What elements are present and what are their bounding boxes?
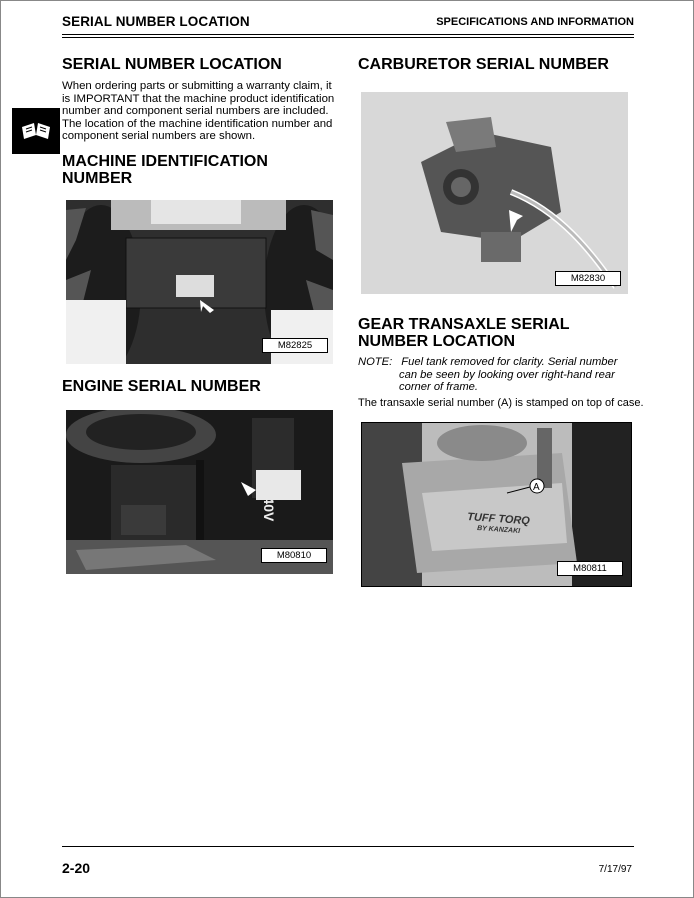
page-number: 2-20 [62,860,91,876]
figure-label-m80810: M80810 [261,548,327,563]
callout-a: A [533,482,540,493]
heading-carburetor-serial-number: CARBURETOR SERIAL NUMBER [358,56,609,73]
header-rule [62,34,634,35]
heading-line: NUMBER [62,170,133,187]
note-line: corner of frame. [399,381,478,393]
section-tab-book-icon [12,108,60,154]
stamp-text: TUFF TORQ [466,511,531,528]
figure-label-m80811: M80811 [557,561,623,576]
heading-line: NUMBER LOCATION [358,333,516,350]
intro-line: number and component serial numbers are included. [62,105,329,117]
page-date: 7/17/97 [598,864,632,875]
figure-label-m82830: M82830 [555,271,621,286]
heading-machine-identification [62,153,268,187]
note-label: NOTE: [358,356,393,368]
heading-line: MACHINE IDENTIFICATION [62,153,268,170]
footer-rule [62,846,634,847]
machine-id-photo [66,200,333,364]
intro-line: The location of the machine identification number and [62,117,333,130]
intro-line: is IMPORTANT that the machine product identification [62,92,335,105]
stamp-subtext: BY KANZAKI [476,525,521,535]
heading-line: GEAR TRANSAXLE SERIAL [358,316,570,333]
heading-engine-serial-number: ENGINE SERIAL NUMBER [62,378,261,395]
note-block [358,356,617,394]
transaxle-photo [361,422,632,587]
intro-line: When ordering parts or submitting a warranty claim, it [62,80,332,92]
note-line: Fuel tank removed for clarity. Serial number [401,356,618,368]
intro-paragraph [62,80,334,143]
header-left-title: SERIAL NUMBER LOCATION [62,14,250,29]
figure-label-m82825: M82825 [262,338,328,353]
transaxle-text: The transaxle serial number (A) is stamped on top of case. [358,397,644,409]
intro-line: component serial numbers are shown. [62,130,256,142]
carburetor-photo [361,92,628,294]
heading-serial-number-location: SERIAL NUMBER LOCATION [62,56,282,73]
header-right-title: SPECIFICATIONS AND INFORMATION [436,16,634,28]
header-rule-double [62,37,634,38]
note-line: can be seen by looking over right-hand rear [399,368,615,381]
heading-gear-transaxle [358,316,570,350]
engine-serial-photo [66,410,333,574]
